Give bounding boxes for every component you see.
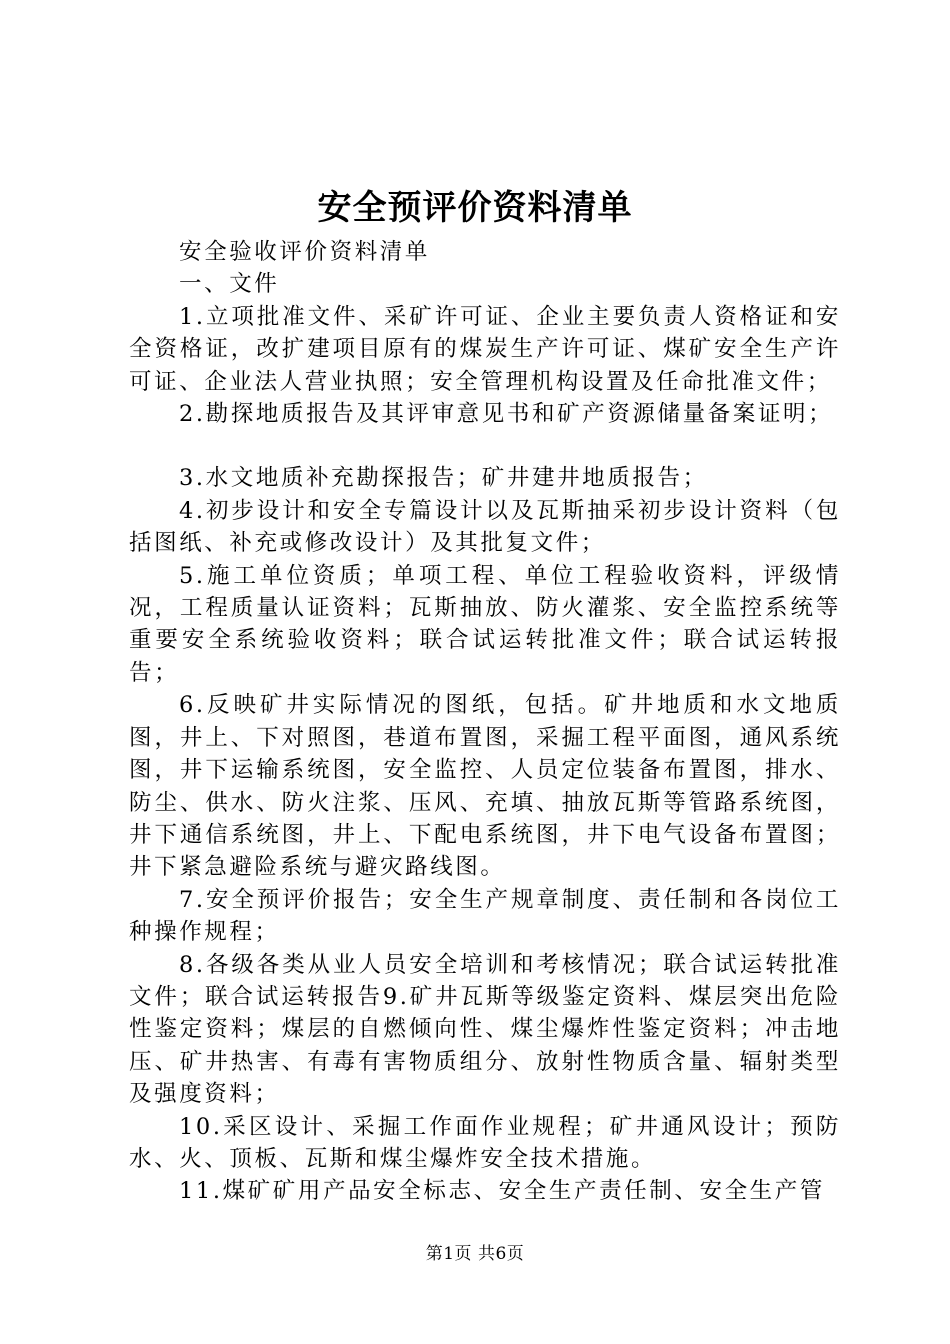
paragraph-item-7: 7.安全预评价报告；安全生产规章制度、责任制和各岗位工种操作规程； (129, 886, 841, 946)
document-title: 安全预评价资料清单 (317, 188, 633, 228)
page-number-footer: 第1页 共6页 (425, 1244, 525, 1264)
paragraph-item-11: 11.煤矿矿用产品安全标志、安全生产责任制、安全生产管 (179, 1178, 825, 1205)
paragraph-item-6: 6.反映矿井实际情况的图纸，包括。矿井地质和水文地质图，井上、下对照图，巷道布置图，采掘工程平面图，通风系统图，井下运输系统图，安全监控、人员定位装备布置图，排水、防尘、供水、防火注浆、压风、充填、抽放瓦斯等管路系统图，井下通信系统图，井上、下配电系统图，井下电气设备布置图；井下紧急避险系统与避灾路线图。 (129, 692, 841, 881)
paragraph-item-8: 8.各级各类从业人员安全培训和考核情况；联合试运转批准文件；联合试运转报告9.矿井瓦斯等级鉴定资料、煤层突出危险性鉴定资料；煤层的自燃倾向性、煤尘爆炸性鉴定资料；冲击地压、矿井热害、有毒有害物质组分、放射性物质含量、辐射类型及强度资料； (129, 951, 841, 1108)
paragraph-item-3: 3.水文地质补充勘探报告；矿井建井地质报告； (179, 465, 708, 492)
paragraph-item-5: 5.施工单位资质；单项工程、单位工程验收资料，评级情况，工程质量认证资料；瓦斯抽放、防火灌浆、安全监控系统等重要安全系统验收资料；联合试运转批准文件；联合试运转报告； (129, 562, 841, 686)
paragraph-item-10: 10.采区设计、采掘工作面作业规程；矿井通风设计；预防水、火、顶板、瓦斯和煤尘爆炸安全技术措施。 (129, 1113, 841, 1172)
paragraph-item-2: 2.勘探地质报告及其评审意见书和矿产资源储量备案证明； (179, 401, 834, 428)
paragraph-subtitle: 安全验收评价资料清单 (179, 239, 431, 265)
paragraph-item-4: 4.初步设计和安全专篇设计以及瓦斯抽采初步设计资料（包括图纸、补充或修改设计）及其批复文件； (129, 497, 841, 557)
document-body (129, 236, 841, 1208)
paragraph-section-heading: 一、文件 (179, 271, 280, 298)
paragraph-item-1: 1.立项批准文件、采矿许可证、企业主要负责人资格证和安全资格证，改扩建项目原有的煤炭生产许可证、煤矿安全生产许可证、企业法人营业执照；安全管理机构设置及任命批准文件； (129, 303, 841, 395)
